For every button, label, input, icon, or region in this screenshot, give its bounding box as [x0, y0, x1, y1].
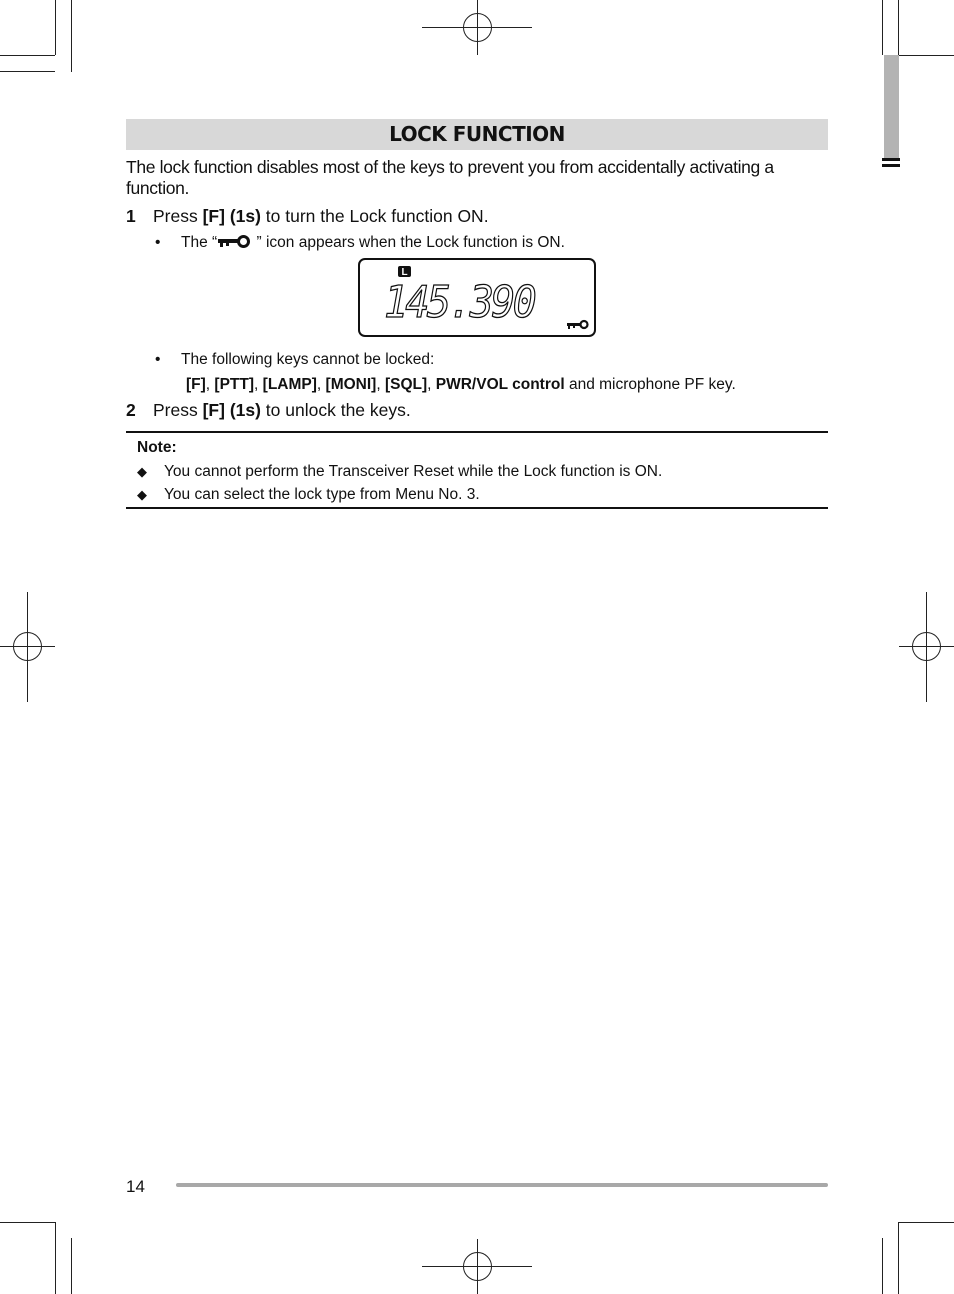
unlockable-keys-list: [F], [PTT], [LAMP], [MONI], [SQL], PWR/VOL control and microphone PF key.	[186, 376, 736, 393]
bullet-dot: •	[155, 234, 161, 251]
thumb-tab-marks-2	[882, 164, 900, 167]
frequency-readout: 145.390	[384, 277, 536, 328]
key-label: [F] (1s)	[202, 400, 261, 420]
note-title: Note:	[137, 439, 177, 456]
key-pwr-vol: PWR/VOL control	[435, 376, 565, 393]
svg-text:L: L	[401, 267, 408, 278]
page-number: 14	[126, 1177, 145, 1196]
footer-rule	[176, 1183, 828, 1187]
step-number: 1	[126, 206, 136, 226]
section-title: LOCK FUNCTION	[389, 122, 565, 146]
section-title-bar	[126, 119, 828, 150]
key-f: [F]	[186, 376, 206, 393]
step-number: 2	[126, 400, 136, 420]
bullet-dot: •	[155, 351, 161, 368]
step-text: Press [F] (1s) to unlock the keys.	[153, 400, 411, 420]
intro-paragraph: The lock function disables most of the keys to prevent you from accidentally activating a function.	[126, 157, 774, 198]
key-ptt: [PTT]	[214, 376, 255, 393]
diamond-bullet-icon: ◆	[137, 487, 147, 502]
key-icon	[218, 235, 251, 248]
lcd-display	[358, 258, 596, 337]
note-box: Note: ◆ You cannot perform the Transceiver Reset while the Lock function is ON. ◆ You can select the lock type from Menu No. 3.	[126, 431, 828, 509]
thumb-tab-marks	[882, 158, 900, 161]
bullet-text: The following keys cannot be locked:	[181, 351, 435, 368]
key-label: [F] (1s)	[202, 206, 261, 226]
diamond-bullet-icon: ◆	[137, 464, 147, 479]
key-sql: [SQL]	[384, 376, 428, 393]
key-lamp: [LAMP]	[262, 376, 317, 393]
thumb-tab	[884, 55, 899, 160]
key-icon	[567, 321, 588, 329]
step-text: Press [F] (1s) to turn the Lock function ON.	[153, 206, 489, 226]
key-moni: [MONI]	[325, 376, 377, 393]
bullet-text: The “ ” icon appears when the Lock function is ON.	[181, 234, 565, 251]
